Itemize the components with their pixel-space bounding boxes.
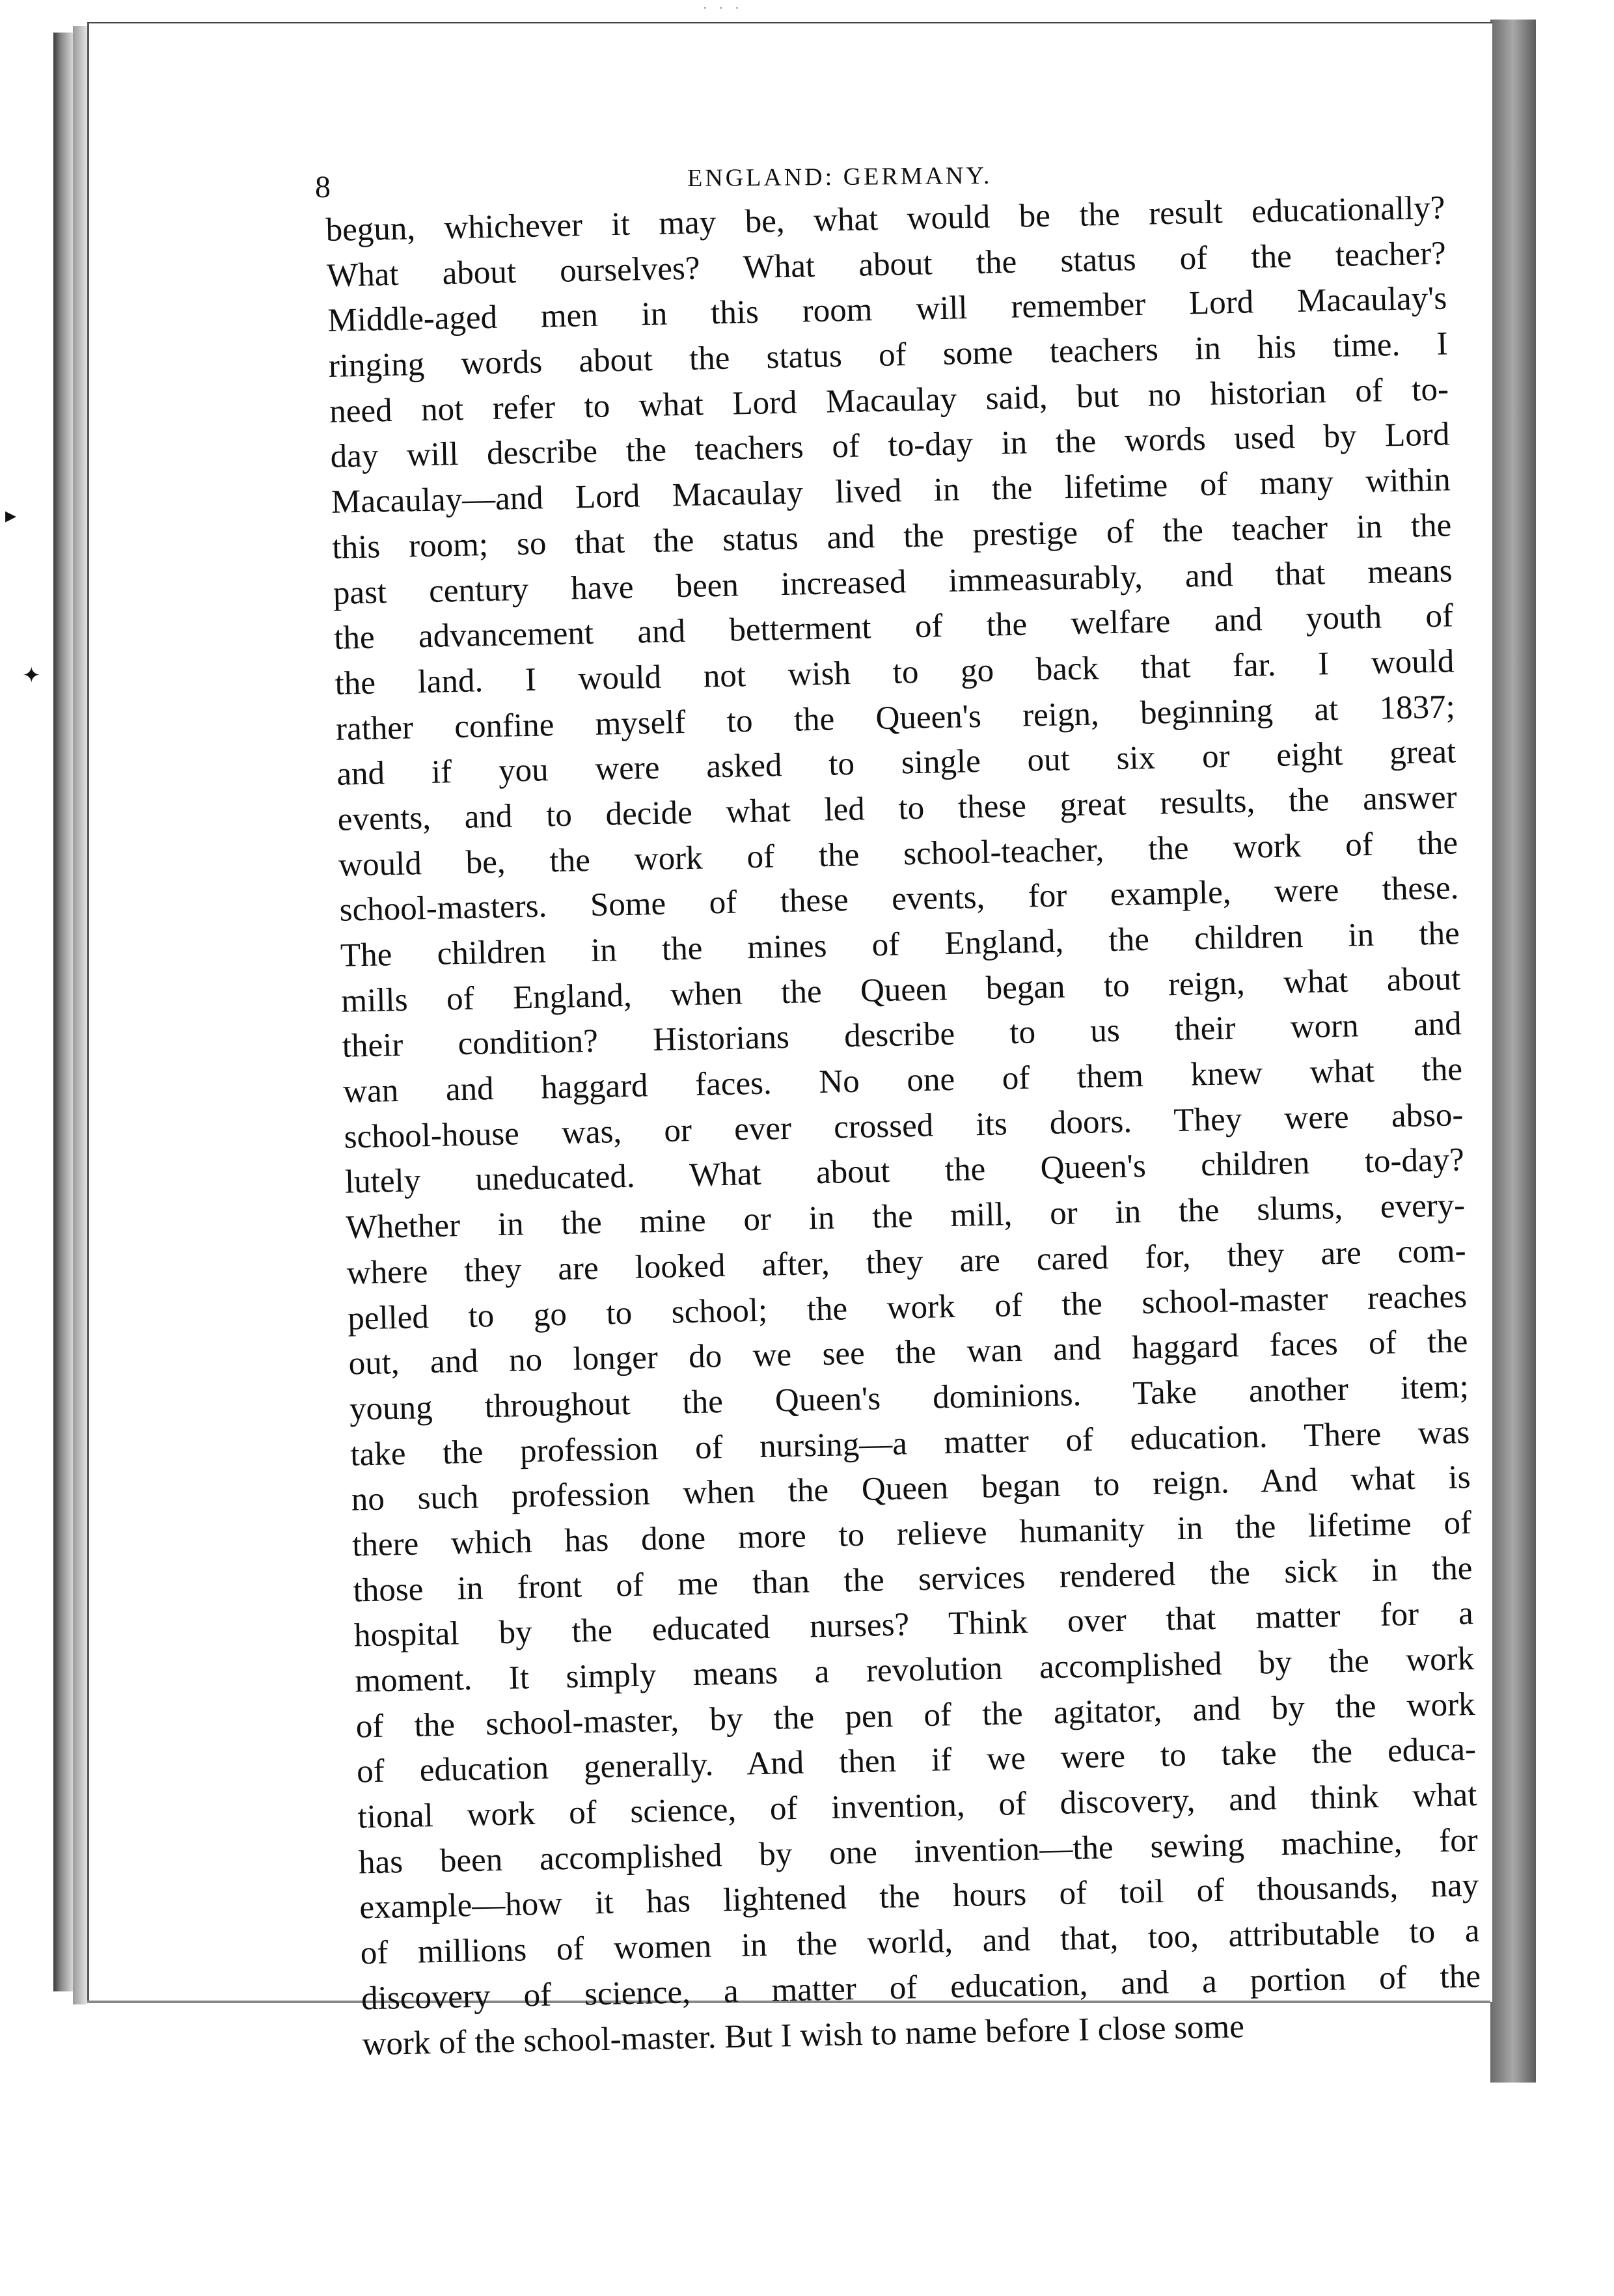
text-line: school-house was, or ever crossed its doors. They were abso- (344, 1096, 1464, 1156)
margin-mark-upper: ▸ (5, 502, 17, 528)
text-line: of education generally. And then if we were to take the educa- (356, 1731, 1477, 1790)
text-line: tional work of science, of invention, of discovery, and think what (357, 1777, 1477, 1836)
text-line: Whether in the mine or in the mill, or in the slums, every- (345, 1187, 1466, 1246)
body-text (325, 185, 1482, 2067)
text-line: work of the school-master. But I wish to name before I close some (362, 2008, 1245, 2062)
page-left-edge (73, 26, 87, 2004)
text-line: mills of England, when the Queen began to reign, what about (340, 960, 1461, 1020)
text-line: lutely uneducated. What about the Queen's children to-day? (344, 1141, 1465, 1201)
text-line: past century have been increased immeasurably, and that means (333, 552, 1453, 612)
text-line: Middle-aged men in this room will remember Lord Macaulay's (327, 280, 1447, 340)
text-line: moment. It simply means a revolution accomplished by the work (354, 1641, 1475, 1700)
page-right-edge-shadow (1490, 20, 1536, 2083)
text-line: where they are looked after, they are cared for, they are com- (346, 1232, 1467, 1292)
text-line: What about ourselves? What about the status of the teacher? (326, 235, 1447, 294)
text-line: discovery of science, a matter of education, and a portion of the (361, 1958, 1481, 2017)
text-line: of the school-master, by the pen of the agitator, and by the work (355, 1686, 1476, 1745)
text-line: example—how it has lightened the hours of toil of thousands, nay (359, 1867, 1479, 1926)
text-line: day will describe the teachers of to-day in the words used by Lord (330, 416, 1450, 476)
text-line: hospital by the educated nurses? Think over that matter for a (353, 1595, 1474, 1654)
text-line: begun, whichever it may be, what would be the result educationally? (325, 189, 1445, 249)
text-line: would be, the work of the school-teacher, the work of the (338, 824, 1458, 884)
text-line: out, and no longer do we see the wan and haggard faces of the (348, 1323, 1468, 1382)
text-line: rather confine myself to the Queen's reign, beginning at 1837; (335, 688, 1456, 748)
text-line: need not refer to what Lord Macaulay said, but no historian of to- (329, 371, 1449, 430)
text-line: ringing words about the status of some teachers in his time. I (328, 325, 1449, 385)
text-line: those in front of me than the services rendered the sick in the (353, 1550, 1473, 1609)
scan-smudge: · · · (703, 0, 743, 16)
margin-mark-lower: ✦ (22, 663, 41, 689)
text-line: their condition? Historians describe to us their worn and (342, 1005, 1462, 1065)
text-line: Macaulay—and Lord Macaulay lived in the lifetime of many within (331, 461, 1451, 521)
text-line: wan and haggard faces. No one of them knew what the (342, 1051, 1463, 1110)
text-line: take the profession of nursing—a matter of education. There was (349, 1414, 1470, 1473)
text-line: The children in the mines of England, the children in the (340, 915, 1460, 974)
text-line: pelled to go to school; the work of the school-master reaches (347, 1278, 1468, 1337)
text-line: no such profession when the Queen began to reign. And what is (351, 1459, 1471, 1518)
text-line: has been accomplished by one invention—the sewing machine, for (358, 1822, 1479, 1881)
running-head: ENGLAND: GERMANY. (687, 161, 992, 192)
text-line: of millions of women in the world, and that, too, attributable to a (360, 1913, 1481, 1972)
text-line: events, and to decide what led to these great results, the answer (337, 779, 1458, 838)
text-line: young throughout the Queen's dominions. Take another item; (349, 1368, 1470, 1428)
text-line: and if you were asked to single out six or eight great (336, 733, 1457, 793)
page-number: 8 (315, 170, 331, 204)
text-line: the land. I would not wish to go back that far. I would (335, 643, 1455, 702)
text-line: there which has done more to relieve humanity in the lifetime of (351, 1505, 1472, 1564)
text-line: school-masters. Some of these events, for example, were these. (339, 869, 1459, 929)
text-line: the advancement and betterment of the welfare and youth of (333, 597, 1454, 657)
binding-shadow (53, 33, 73, 1991)
text-line: this room; so that the status and the prestige of the teacher in the (331, 507, 1452, 566)
